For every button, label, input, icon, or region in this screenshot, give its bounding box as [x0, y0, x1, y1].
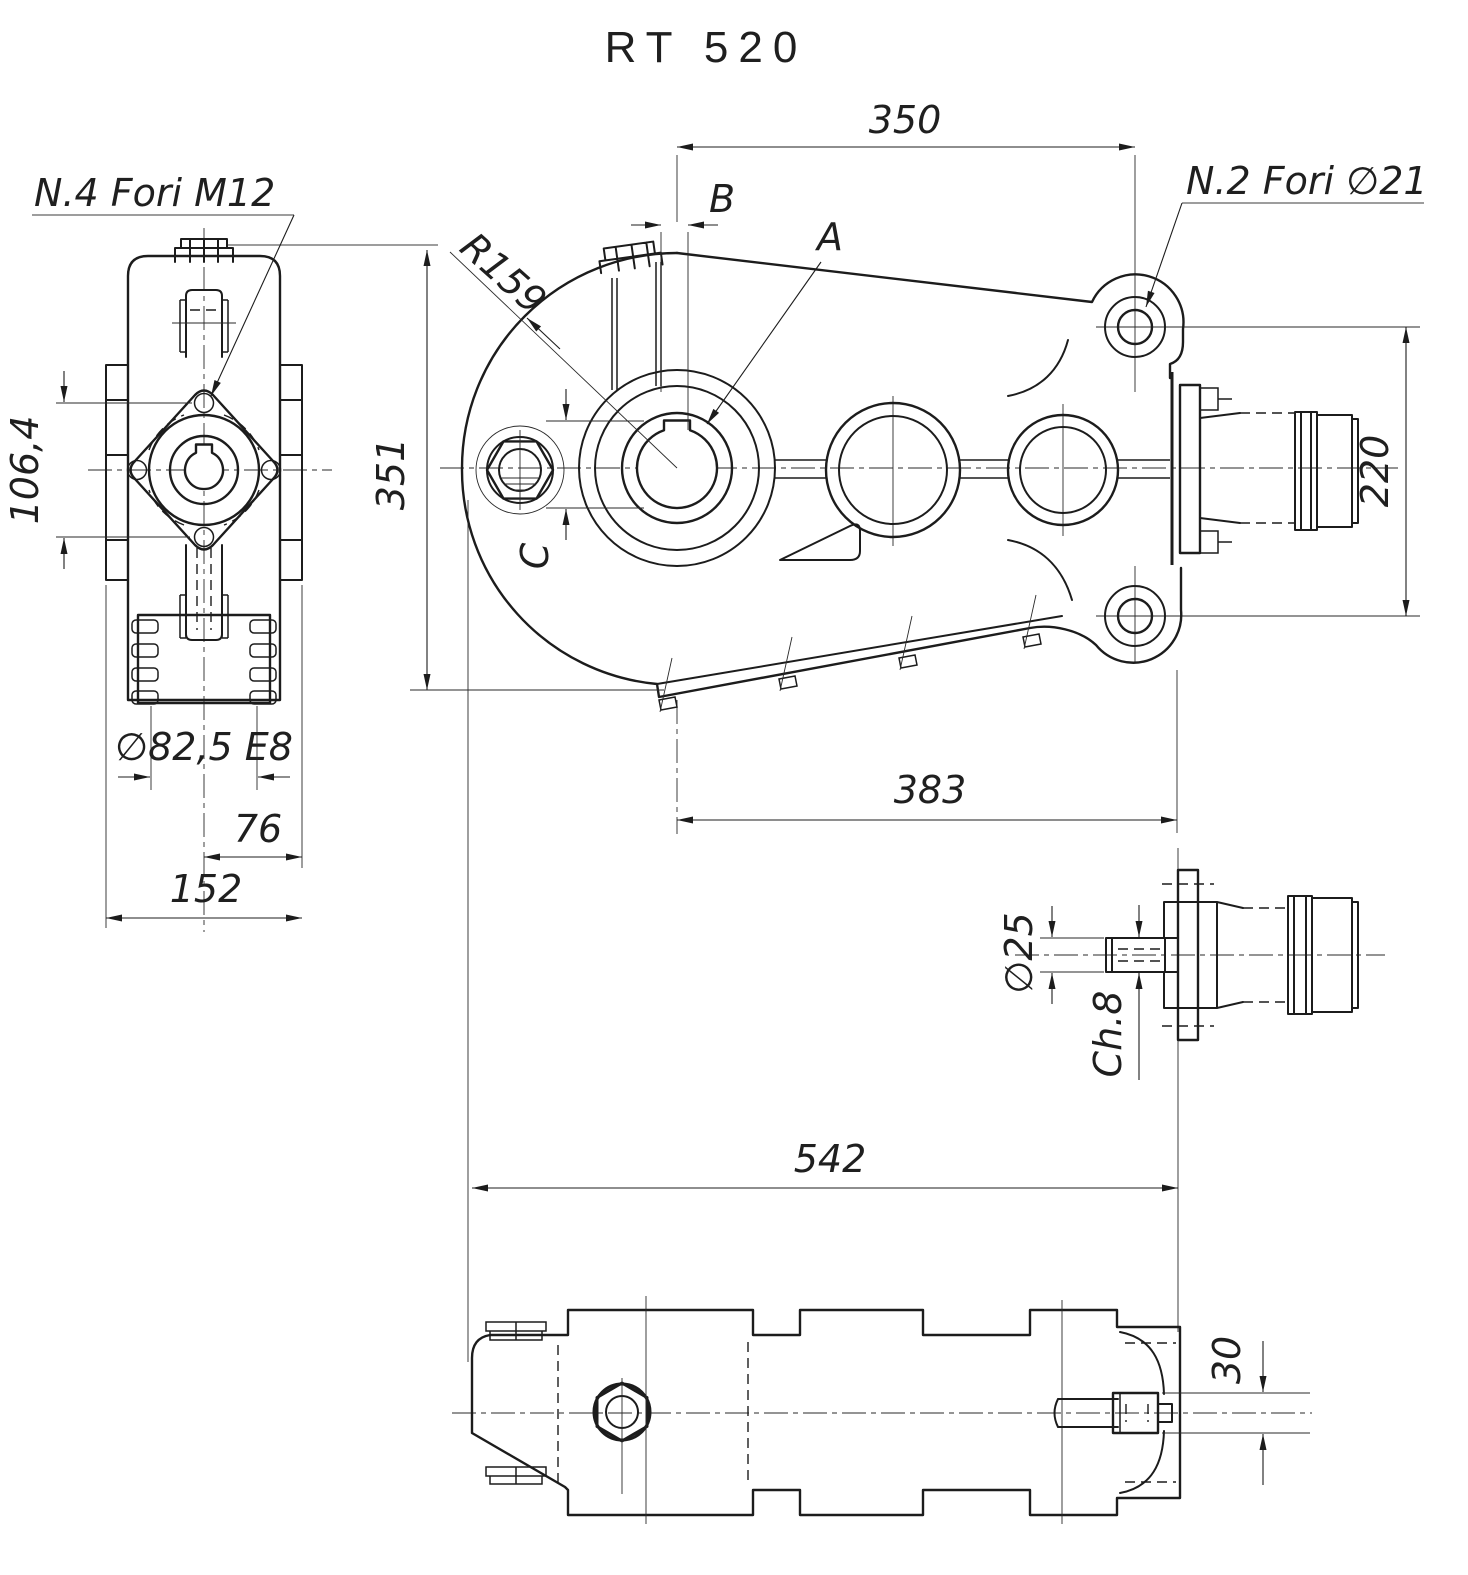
- front-view: [369, 98, 1428, 1362]
- drawing-title: RT 520: [604, 23, 808, 72]
- dim-152: 152: [169, 867, 243, 911]
- label-n2-fori-21: N.2 Fori ∅21: [1186, 159, 1428, 203]
- dim-76: 76: [233, 807, 283, 851]
- dim-542: 542: [793, 1137, 867, 1181]
- dim-351: 351: [369, 437, 413, 511]
- dim-383: 383: [893, 768, 967, 812]
- dim-c: C: [513, 542, 557, 570]
- shaft-detail-view: [997, 848, 1385, 1332]
- label-a: A: [817, 215, 843, 259]
- dim-30: 30: [1205, 1335, 1249, 1385]
- bottom-view: [452, 1137, 1312, 1524]
- label-n4-fori-m12: N.4 Fori M12: [34, 171, 276, 215]
- dim-82-5-e8: ∅82,5 E8: [115, 725, 293, 769]
- dim-r159: R159: [451, 223, 555, 323]
- dim-106-4: 106,4: [3, 415, 47, 525]
- side-view: [3, 171, 438, 932]
- dim-b: B: [708, 177, 736, 221]
- dim-ch8: Ch.8: [1086, 990, 1130, 1078]
- dim-350: 350: [868, 98, 942, 142]
- dim-220: 220: [1353, 434, 1397, 508]
- dim-25: ∅25: [997, 912, 1041, 994]
